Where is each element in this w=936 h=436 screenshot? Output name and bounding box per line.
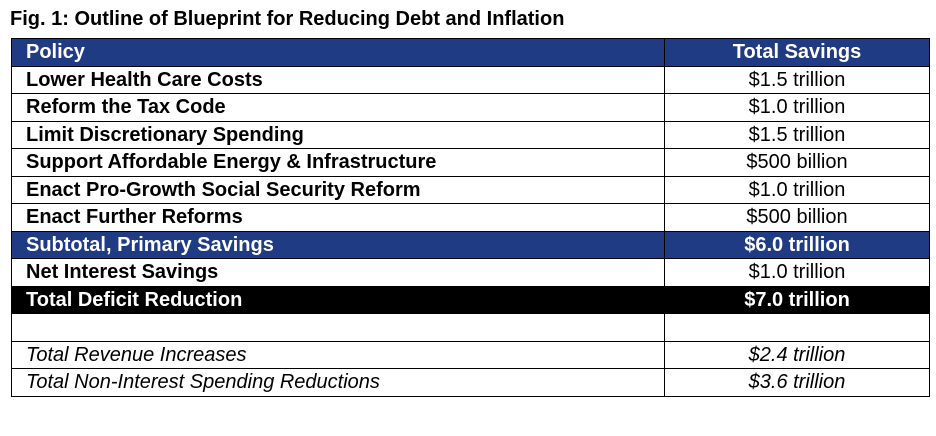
policy-cell: Lower Health Care Costs [12, 66, 665, 94]
policy-cell: Enact Further Reforms [12, 204, 665, 232]
spacer-row [12, 314, 930, 342]
table-row [12, 176, 930, 204]
savings-cell: $1.0 trillion [665, 176, 930, 204]
policy-column-header: Policy [12, 39, 665, 67]
total-label: Total Deficit Reduction [12, 286, 665, 314]
spacer-cell [12, 314, 665, 342]
memo-row [12, 341, 930, 369]
subtotal-label: Subtotal, Primary Savings [12, 231, 665, 259]
subtotal-value: $6.0 trillion [665, 231, 930, 259]
policy-cell: Support Affordable Energy & Infrastructure [12, 149, 665, 177]
savings-cell: $500 billion [665, 204, 930, 232]
policy-cell: Limit Discretionary Spending [12, 121, 665, 149]
subtotal-row [12, 231, 930, 259]
net-interest-row [12, 259, 930, 287]
table-row [12, 94, 930, 122]
net-interest-value: $1.0 trillion [665, 259, 930, 287]
memo-label: Total Non-Interest Spending Reductions [12, 369, 665, 397]
policy-cell: Reform the Tax Code [12, 94, 665, 122]
blueprint-table [11, 38, 930, 397]
savings-column-header: Total Savings [665, 39, 930, 67]
savings-cell: $500 billion [665, 149, 930, 177]
savings-cell: $1.5 trillion [665, 66, 930, 94]
figure-title: Fig. 1: Outline of Blueprint for Reducing Debt and Inflation [10, 8, 565, 30]
table-row [12, 204, 930, 232]
table-header-row [12, 39, 930, 67]
memo-row [12, 369, 930, 397]
savings-cell: $1.0 trillion [665, 94, 930, 122]
memo-value: $3.6 trillion [665, 369, 930, 397]
total-value: $7.0 trillion [665, 286, 930, 314]
memo-label: Total Revenue Increases [12, 341, 665, 369]
policy-cell: Enact Pro-Growth Social Security Reform [12, 176, 665, 204]
memo-value: $2.4 trillion [665, 341, 930, 369]
spacer-cell [665, 314, 930, 342]
table-row [12, 149, 930, 177]
total-row [12, 286, 930, 314]
net-interest-label: Net Interest Savings [12, 259, 665, 287]
table-row [12, 121, 930, 149]
savings-cell: $1.5 trillion [665, 121, 930, 149]
table-row [12, 66, 930, 94]
